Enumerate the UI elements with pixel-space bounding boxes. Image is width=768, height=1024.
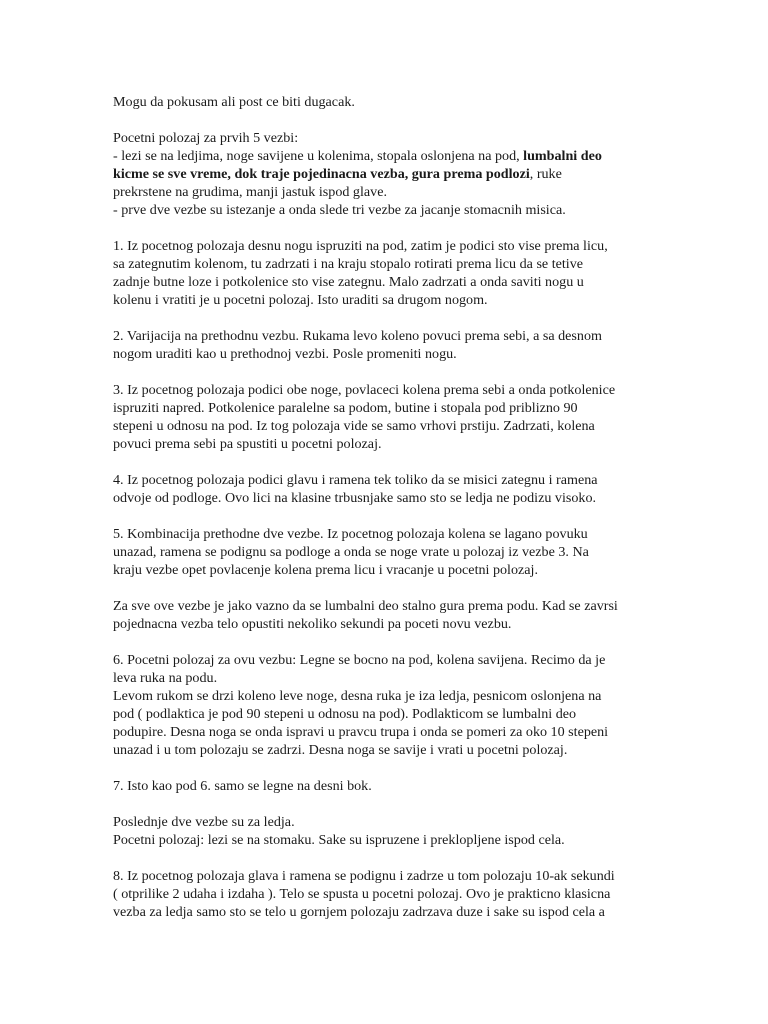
back-exercises-paragraph: [113, 813, 688, 849]
exercise-6-paragraph: [113, 651, 688, 759]
text-line: povuci prema sebi pa spustiti u pocetni polozaj.: [113, 436, 382, 452]
text-line: stepeni u odnosu na pod. Iz tog polozaja vide se samo vrhovi prstiju. Zadrzati, kolena: [113, 418, 595, 434]
text-line: unazad i u tom polozaju se zadrzi. Desna noga se savije i vrati u pocetni polozaj.: [113, 742, 568, 758]
setup-line-3-bold: kicme se sve vreme, dok traje pojedinacna vezba, gura prema podlozi: [113, 166, 530, 182]
setup-paragraph: [113, 129, 688, 219]
text-line: kolenu i vratiti je u pocetni polozaj. Isto uraditi sa drugom nogom.: [113, 292, 488, 308]
text-line: zadnje butne loze i potkolenice sto vise zategnu. Malo zadrzati a onda saviti nogu u: [113, 274, 584, 290]
text-line: Poslednje dve vezbe su za ledja.: [113, 814, 295, 830]
exercise-2-paragraph: [113, 327, 688, 363]
text-line: pojednacna vezba telo opustiti nekoliko sekundi pa poceti novu vezbu.: [113, 616, 512, 632]
text-line: 3. Iz pocetnog polozaja podici obe noge, povlaceci kolena prema sebi a onda potkolenice: [113, 382, 616, 398]
text-line: 1. Iz pocetnog polozaja desnu nogu ispruziti na pod, zatim je podici sto vise prema licu,: [113, 238, 608, 254]
text-line: ( otprilike 2 udaha i izdaha ). Telo se spusta u pocetni polozaj. Ovo je prakticno klasicna: [113, 886, 611, 902]
setup-line-2-bold: lumbalni deo: [523, 148, 602, 164]
text-line: podupire. Desna noga se onda ispravi u pravcu trupa i onda se pomeri za oko 10 stepeni: [113, 724, 609, 740]
setup-line-2-text: - lezi se na ledjima, noge savijene u kolenima, stopala oslonjena na pod,: [113, 148, 524, 164]
text-line: 4. Iz pocetnog polozaja podici glavu i ramena tek toliko da se misici zategnu i ramena: [113, 472, 598, 488]
text-line: Levom rukom se drzi koleno leve noge, desna ruka je iza ledja, pesnicom oslonjena na: [113, 688, 602, 704]
exercise-5-paragraph: [113, 525, 688, 579]
text-line: 8. Iz pocetnog polozaja glava i ramena se podignu i zadrze u tom polozaju 10-ak sekundi: [113, 868, 615, 884]
exercise-3-paragraph: [113, 381, 688, 453]
setup-line-5: - prve dve vezbe su istezanje a onda slede tri vezbe za jacanje stomacnih misica.: [113, 202, 566, 218]
text-line: 6. Pocetni polozaj za ovu vezbu: Legne se bocno na pod, kolena savijena. Recimo da je: [113, 652, 606, 668]
intro-paragraph: [113, 93, 688, 111]
text-line: odvoje od podloge. Ovo lici na klasine trbusnjake samo sto se ledja ne podizu visoko.: [113, 490, 597, 506]
exercise-7-paragraph: [113, 777, 688, 795]
exercise-8-paragraph: [113, 867, 688, 921]
text-line: 7. Isto kao pod 6. samo se legne na desni bok.: [113, 778, 372, 794]
intro-line: Mogu da pokusam ali post ce biti dugacak.: [113, 94, 355, 110]
text-line: unazad, ramena se podignu sa podloge a onda se noge vrate u polozaj iz vezbe 3. Na: [113, 544, 589, 560]
exercise-4-paragraph: [113, 471, 688, 507]
text-line: kraju vezbe opet povlacenje kolena prema licu i vracanje u pocetni polozaj.: [113, 562, 538, 578]
text-line: pod ( podlaktica je pod 90 stepeni u odnosu na pod). Podlakticom se lumbalni deo: [113, 706, 577, 722]
text-line: 2. Varijacija na prethodnu vezbu. Rukama levo koleno povuci prema sebi, a sa desnom: [113, 328, 602, 344]
text-line: nogom uraditi kao u prethodnoj vezbi. Posle promeniti nogu.: [113, 346, 457, 362]
setup-line-1: Pocetni polozaj za prvih 5 vezbi:: [113, 130, 299, 146]
text-line: leva ruka na podu.: [113, 670, 218, 686]
text-line: Pocetni polozaj: lezi se na stomaku. Sake su ispruzene i preklopljene ispod cela.: [113, 832, 565, 848]
text-line: vezba za ledja samo sto se telo u gornjem polozaju zadrzava duze i sake su ispod cela a: [113, 904, 605, 920]
text-line: 5. Kombinacija prethodne dve vezbe. Iz pocetnog polozaja kolena se lagano povuku: [113, 526, 588, 542]
exercise-1-paragraph: [113, 237, 688, 309]
text-line: Za sve ove vezbe je jako vazno da se lumbalni deo stalno gura prema podu. Kad se zavrsi: [113, 598, 618, 614]
setup-line-4: prekrstene na grudima, manji jastuk ispod glave.: [113, 184, 387, 200]
setup-line-2: [113, 147, 688, 165]
setup-line-3-text: , ruke: [529, 166, 562, 182]
text-line: ispruziti napred. Potkolenice paralelne sa podom, butine i stopala pod priblizno 90: [113, 400, 578, 416]
text-line: sa zategnutim kolenom, tu zadrzati i na kraju stopalo rotirati prema licu da se tetive: [113, 256, 584, 272]
setup-line-3: [113, 165, 688, 183]
note-paragraph: [113, 597, 688, 633]
